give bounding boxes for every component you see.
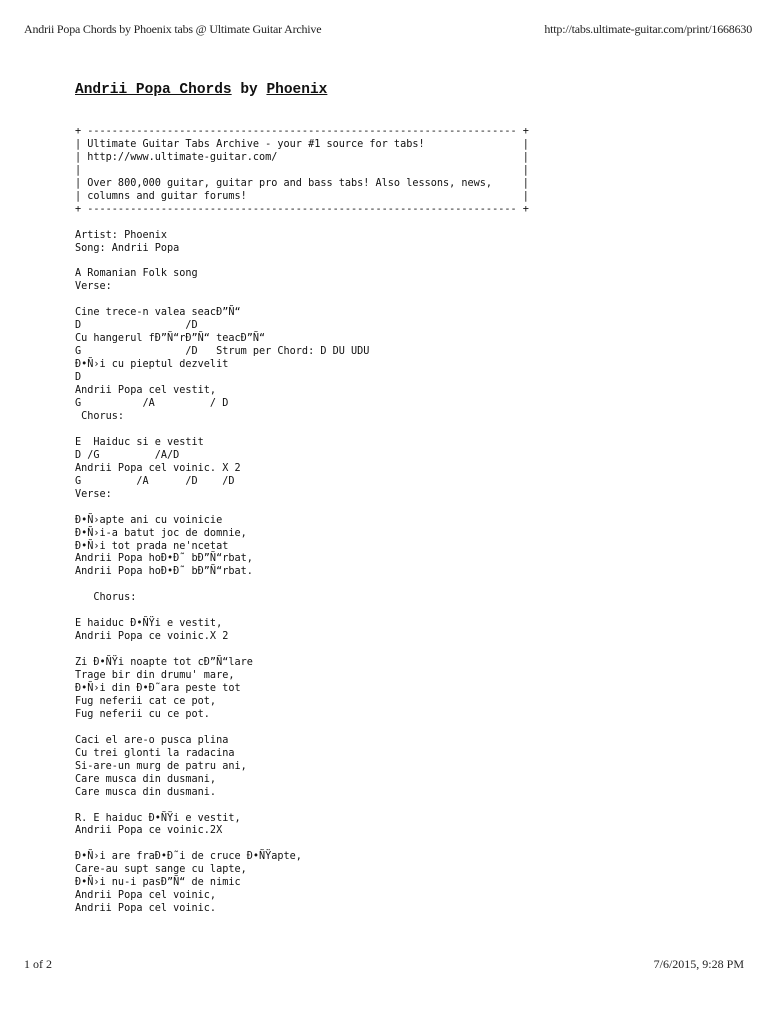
- by-text: by: [240, 82, 258, 98]
- tab-line: A Romanian Folk song: [75, 268, 198, 280]
- tab-content: [75, 126, 529, 916]
- tab-line: | Ultimate Guitar Tabs Archive - your #1 source for tabs! |: [75, 138, 529, 150]
- tab-line: Care-au supt sange cu lapte,: [75, 864, 247, 876]
- tab-line: Andrii Popa ce voinic.X 2: [75, 631, 229, 643]
- tab-line: Caci el are-o pusca plina: [75, 734, 229, 746]
- tab-line: Ð•Ñ›i cu pieptul dezvelit: [75, 359, 229, 371]
- tab-line: | columns and guitar forums! |: [75, 190, 529, 202]
- tab-line: Fug neferii cat ce pot,: [75, 695, 217, 707]
- tab-line: G /A /D /D: [75, 475, 235, 487]
- tab-line: Ð•Ñ›i nu-i pasÐ”Ñ“ de nimic: [75, 877, 241, 889]
- song-heading: [75, 82, 327, 98]
- tab-line: | http://www.ultimate-guitar.com/ |: [75, 151, 529, 163]
- tab-line: Cu hangerul fÐ”Ñ“rÐ”Ñ“ teacÐ”Ñ“: [75, 333, 266, 345]
- tab-line: Ð•Ñ›i-a batut joc de domnie,: [75, 527, 247, 539]
- tab-line: Andrii Popa cel vestit,: [75, 385, 217, 397]
- page-number: 1 of 2: [24, 957, 52, 971]
- tab-line: Ð•Ñ›i din Ð•Ð˜ara peste tot: [75, 682, 241, 694]
- tab-line: Artist: Phoenix: [75, 229, 168, 241]
- tab-line: D /D: [75, 320, 198, 332]
- tab-line: | Over 800,000 guitar, guitar pro and bass tabs! Also lessons, news, |: [75, 177, 529, 189]
- tab-line: Verse:: [75, 488, 112, 500]
- tab-line: Andrii Popa ce voinic.2X: [75, 825, 223, 837]
- tab-line: Andrii Popa hoÐ•Ð˜ bÐ”Ñ“rbat,: [75, 553, 253, 565]
- tab-line: G /A / D: [75, 398, 229, 410]
- tab-line: Andrii Popa cel voinic,: [75, 890, 217, 902]
- tab-line: Verse:: [75, 281, 112, 293]
- tab-line: G /D Strum per Chord: D DU UDU: [75, 346, 370, 358]
- tab-line: Andrii Popa cel voinic. X 2: [75, 462, 241, 474]
- tab-line: Cu trei glonti la radacina: [75, 747, 235, 759]
- print-datetime: 7/6/2015, 9:28 PM: [653, 957, 744, 971]
- tab-line: Si-are-un murg de patru ani,: [75, 760, 247, 772]
- tab-line: Trage bir din drumu' mare,: [75, 670, 235, 682]
- tab-line: Andrii Popa hoÐ•Ð˜ bÐ”Ñ“rbat.: [75, 566, 253, 578]
- tab-line: E haiduc Ð•ÑŸi e vestit,: [75, 618, 223, 630]
- tab-line: Zi Ð•ÑŸi noapte tot cÐ”Ñ“lare: [75, 657, 253, 669]
- tab-line: Andrii Popa cel voinic.: [75, 903, 217, 915]
- tab-line: Chorus:: [75, 592, 137, 604]
- tab-line: Ð•Ñ›apte ani cu voinicie: [75, 514, 223, 526]
- tab-line: D: [75, 372, 82, 384]
- tab-line: Care musca din dusmani.: [75, 786, 217, 798]
- tab-line: Ð•Ñ›i tot prada ne'ncetat: [75, 540, 229, 552]
- artist-link[interactable]: Phoenix: [266, 82, 328, 98]
- tab-line: Chorus:: [75, 410, 125, 422]
- tab-line: R. E haiduc Ð•ÑŸi e vestit,: [75, 812, 241, 824]
- song-title-link[interactable]: Andrii Popa Chords: [75, 82, 232, 98]
- tab-line: | |: [75, 164, 529, 176]
- tab-line: Ð•Ñ›i are fraÐ•Ð˜i de cruce Ð•ÑŸapte,: [75, 851, 302, 863]
- tab-line: + ---------------------------------------------------------------------- +: [75, 203, 529, 215]
- tab-line: + ---------------------------------------------------------------------- +: [75, 126, 529, 137]
- tab-line: Cine trece-n valea seacÐ”Ñ“: [75, 307, 241, 319]
- tab-line: E Haiduc si e vestit: [75, 436, 204, 448]
- print-footer: [24, 957, 744, 973]
- page-title: Andrii Popa Chords by Phoenix tabs @ Ultimate Guitar Archive: [24, 22, 322, 36]
- tab-line: Song: Andrii Popa: [75, 242, 180, 254]
- print-header: [24, 22, 752, 38]
- tab-line: Care musca din dusmani,: [75, 773, 217, 785]
- tab-line: D /G /A/D: [75, 449, 180, 461]
- tab-line: Fug neferii cu ce pot.: [75, 708, 210, 720]
- page-url: http://tabs.ultimate-guitar.com/print/1668630: [544, 22, 752, 36]
